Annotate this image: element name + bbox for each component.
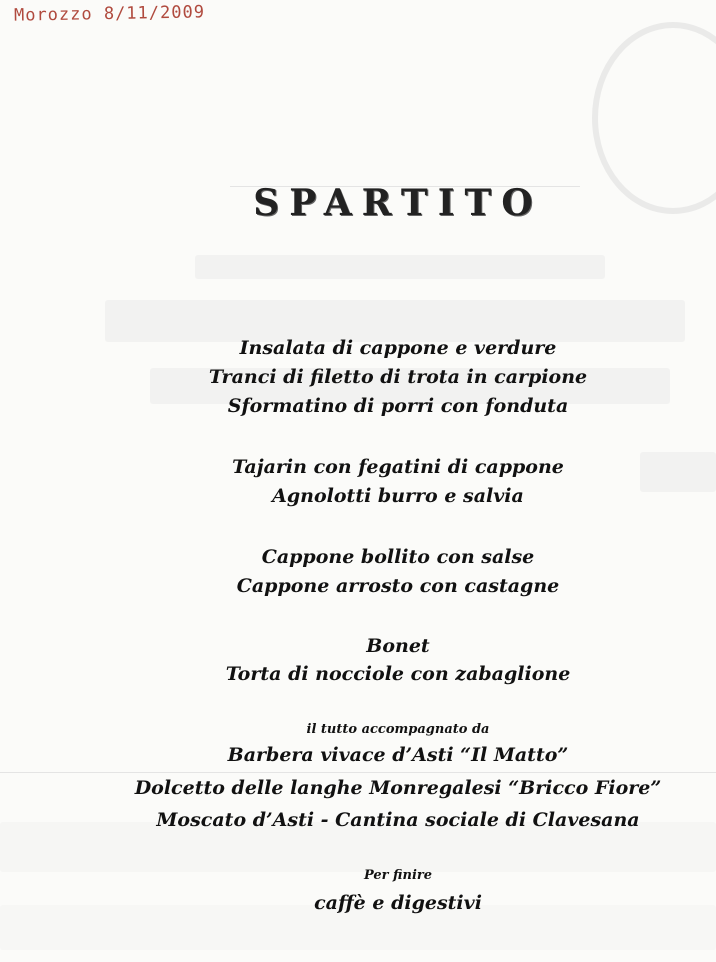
handwritten-date-note: Morozzo 8/11/2009 [13,2,206,26]
finale-text: caffè e digestivi [314,892,482,914]
bleed-through-rule-lower [0,772,716,773]
course-item: Bonet [366,635,430,657]
course-item: Sformatino di porri con fonduta [227,395,569,417]
course-item: Insalata di cappone e verdure [239,337,557,359]
wine-item: Barbera vivace d’Asti “Il Matto” [227,744,569,766]
course-item: Torta di nocciole con zabaglione [225,663,571,685]
course-item: Agnolotti burro e salvia [272,485,524,507]
course-item: Tajarin con fegatini di cappone [232,456,564,478]
page-title: SPARTITO [253,182,543,224]
bleed-through-block [195,255,605,279]
finale-intro: Per finire [363,868,433,883]
course-item: Cappone bollito con salse [261,546,535,568]
bleed-through-header [150,40,580,78]
wine-item: Moscato d’Asti - Cantina sociale di Clavesana [156,809,640,831]
wine-item: Dolcetto delle langhe Monregalesi “Bricco Fiore” [134,777,662,799]
bleed-through-block [105,300,685,342]
course-item: Cappone arrosto con castagne [236,575,560,597]
wines-intro: il tutto accompagnato da [306,722,490,737]
course-item: Tranci di filetto di trota in carpione [208,366,588,388]
